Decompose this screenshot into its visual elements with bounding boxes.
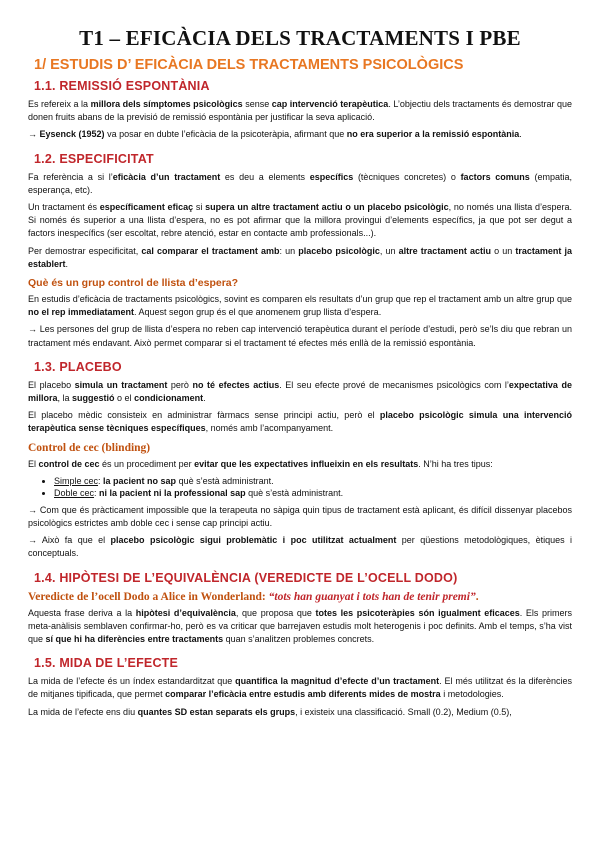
paragraph: Un tractament és específicament eficaç si supera un altre tractament actiu o un placebo psicològic, no només una llista d’espera. Si només és superior a una llista d’espera, no es pot afirmar que la millora provingui d’elements específics, ja que pot ser degut a factors inespecífics (ser escoltat, rebre atenció, estar en contacte amb professionals...).: [28, 202, 572, 239]
heading-mida-efecte: 1.5. MIDA DE L’EFECTE: [34, 656, 179, 671]
document-title: T1 – EFICÀCIA DELS TRACTAMENTS I PBE: [79, 26, 521, 50]
bullet-list: [28, 475, 572, 500]
subheading-llista-espera: Què és un grup control de llista d’espera?: [28, 277, 239, 290]
paragraph: El placebo simula un tractament però no té efectes actius. El seu efecte prové de mecanismes psicològics com l’expectativa de millora, la suggestió o el condicionament.: [28, 379, 573, 404]
heading-equivalencia: 1.4. HIPÒTESI DE L’EQUIVALÈNCIA (VEREDICTE DE L’OCELL DODO): [34, 570, 458, 585]
subheading-control-cec: Control de cec (blinding): [28, 441, 151, 454]
paragraph: La mida de l’efecte ens diu quantes SD estan separats els grups, i existeix una classificació. Small (0.2), Medium (0.5),: [28, 706, 512, 717]
paragraph: El placebo mèdic consisteix en administrar fàrmacs sense principi actiu, però el placebo psicològic simula una intervenció terapèutica sense tècniques específiques, només amb l’acompanyament.: [28, 410, 572, 434]
list-item: • Simple cec: la pacient no sap què s’està administrant.: [54, 475, 572, 488]
paragraph: → Com que és pràcticament impossible que la terapeuta no sàpiga quin tipus de tractament està aplicant, és difícil dissenyar placebos psicològics estrictes amb doble cec i sense cap principi actiu.: [28, 504, 572, 529]
paragraph: Fa referència a si l’eficàcia d’un tractament es deu a elements específics (tècniques concretes) o factors comuns (empatia, esperança, etc).: [28, 171, 572, 195]
subheading-dodo: Veredicte de l’ocell Dodo a Alice in Wonderland: “tots han guanyat i tots han de tenir premi”.: [28, 590, 479, 603]
paragraph: La mida de l’efecte és un índex estandarditzat que quantifica la magnitud d’efecte d’un tractament. El més utilitzat és la diferències de mitjanes tipificada, que permet comparar l’eficàcia entre estudis amb diferents mides de mostra i metodologies.: [28, 676, 573, 700]
paragraph: → Eysenck (1952) va posar en dubte l’eficàcia de la psicoteràpia, afirmant que no era superior a la remissió espontània.: [28, 129, 522, 140]
paragraph: En estudis d’eficàcia de tractaments psicològics, sovint es comparen els resultats d’un grup que rep el tractament amb un altre grup que no el rep immediatament. Aquest segon grup és el que anomenem grup llista d’espera.: [28, 294, 572, 318]
paragraph: El control de cec és un procediment per evitar que les expectatives influeixin en els resultats. N’hi ha tres tipus:: [28, 458, 493, 469]
list-item: • Doble cec: ni la pacient ni la professional sap què s’està administrant.: [54, 487, 572, 500]
section-heading: 1/ ESTUDIS D’ EFICÀCIA DELS TRACTAMENTS PSICOLÒGICS: [34, 57, 464, 73]
heading-remissio: 1.1. REMISSIÓ ESPONTÀNIA: [34, 79, 210, 93]
paragraph: → Les persones del grup de llista d’espera no reben cap intervenció terapèutica durant el període d’estudi, però se’ls diu que rebran un tractament més endavant. Això permet comparar si el tractament té efectes més enllà de la remissió espontània.: [28, 324, 572, 348]
paragraph: → Això fa que el placebo psicològic sigui problemàtic i poc utilitzat actualment per qüestions metodològiques, ètiques i conceptuals.: [28, 535, 572, 559]
paragraph: Aquesta frase deriva a la hipòtesi d’equivalència, que proposa que totes les psicoteràpies són igualment eficaces. Els primers meta-anàlisis semblaven confirmar-ho, però es va criticar que barrejaven estudis molt heterogenis i poc definits. Amb el temps, s’ha vist que sí que hi ha diferències entre tractaments quan s’analitzen problemes concrets.: [28, 607, 573, 645]
paragraph: Per demostrar especificitat, cal comparar el tractament amb: un placebo psicològic, un altre tractament actiu o un tractament ja establert.: [28, 245, 572, 269]
paragraph: Es refereix a la millora dels símptomes psicològics sense cap intervenció terapèutica. L’objectiu dels tractaments és demostrar que donen fruits abans de la previsió de remissió espontània per justificar la seva aplicació.: [28, 99, 572, 123]
heading-placebo: 1.3. PLACEBO: [34, 359, 122, 374]
dodo-quote: “tots han guanyat i tots han de tenir premi”: [268, 590, 476, 603]
heading-especificitat: 1.2. ESPECIFICITAT: [34, 151, 154, 166]
